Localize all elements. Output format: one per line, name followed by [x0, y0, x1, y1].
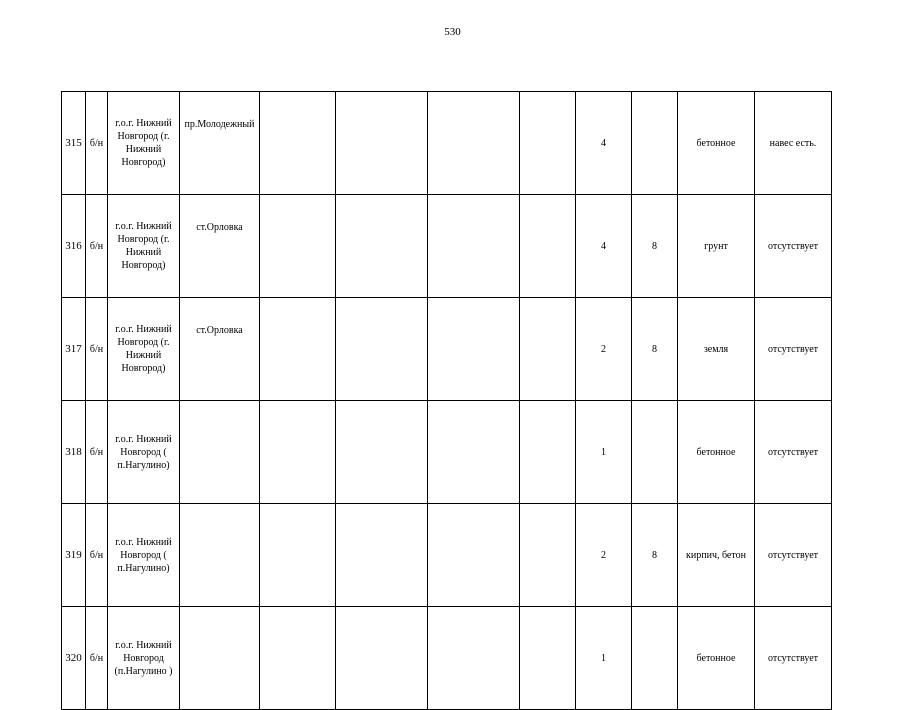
- cell-empty: [260, 607, 336, 710]
- cell-empty: [260, 92, 336, 195]
- cell-shelter: отсутствует: [755, 401, 832, 504]
- cell-area: 8: [632, 504, 678, 607]
- cell-street: [180, 401, 260, 504]
- cell-number: 318: [62, 401, 86, 504]
- page-number: 530: [444, 26, 461, 38]
- cell-surface: бетонное: [678, 92, 755, 195]
- cell-registry: б/н: [86, 607, 108, 710]
- cell-registry: б/н: [86, 401, 108, 504]
- cell-empty: [520, 92, 576, 195]
- cell-shelter: навес есть.: [755, 92, 832, 195]
- cell-empty: [520, 607, 576, 710]
- registry-table: [61, 91, 832, 710]
- cell-empty: [428, 92, 520, 195]
- table-row: [62, 92, 832, 195]
- cell-surface: земля: [678, 298, 755, 401]
- cell-shelter: отсутствует: [755, 504, 832, 607]
- cell-shelter: отсутствует: [755, 607, 832, 710]
- cell-locality: г.о.г. Нижний Новгород (г. Нижний Новгород): [108, 92, 180, 195]
- cell-empty: [336, 92, 428, 195]
- cell-empty: [520, 298, 576, 401]
- cell-street: ст.Орловка: [180, 298, 260, 401]
- cell-empty: [336, 401, 428, 504]
- cell-empty: [336, 607, 428, 710]
- cell-registry: б/н: [86, 195, 108, 298]
- cell-street: ст.Орловка: [180, 195, 260, 298]
- cell-area: [632, 92, 678, 195]
- cell-empty: [520, 195, 576, 298]
- cell-registry: б/н: [86, 298, 108, 401]
- cell-locality: г.о.г. Нижний Новгород (п.Нагулино ): [108, 607, 180, 710]
- cell-count: 1: [576, 401, 632, 504]
- table-row: [62, 607, 832, 710]
- cell-count: 4: [576, 92, 632, 195]
- table-row: [62, 298, 832, 401]
- cell-count: 4: [576, 195, 632, 298]
- cell-street: пр.Молодежный: [180, 92, 260, 195]
- cell-empty: [520, 401, 576, 504]
- cell-empty: [260, 195, 336, 298]
- cell-count: 2: [576, 298, 632, 401]
- cell-empty: [336, 298, 428, 401]
- cell-empty: [428, 401, 520, 504]
- cell-empty: [520, 504, 576, 607]
- cell-area: [632, 607, 678, 710]
- cell-locality: г.о.г. Нижний Новгород (г. Нижний Новгород): [108, 195, 180, 298]
- table-row: [62, 504, 832, 607]
- cell-street: [180, 504, 260, 607]
- cell-empty: [336, 504, 428, 607]
- cell-count: 1: [576, 607, 632, 710]
- cell-shelter: отсутствует: [755, 298, 832, 401]
- cell-locality: г.о.г. Нижний Новгород (г. Нижний Новгород): [108, 298, 180, 401]
- cell-surface: грунт: [678, 195, 755, 298]
- cell-street: [180, 607, 260, 710]
- cell-number: 319: [62, 504, 86, 607]
- cell-area: 8: [632, 298, 678, 401]
- cell-number: 316: [62, 195, 86, 298]
- cell-area: 8: [632, 195, 678, 298]
- cell-locality: г.о.г. Нижний Новгород ( п.Нагулино): [108, 401, 180, 504]
- cell-surface: бетонное: [678, 607, 755, 710]
- cell-shelter: отсутствует: [755, 195, 832, 298]
- cell-empty: [428, 195, 520, 298]
- cell-empty: [428, 607, 520, 710]
- cell-registry: б/н: [86, 504, 108, 607]
- cell-empty: [260, 298, 336, 401]
- cell-empty: [428, 504, 520, 607]
- cell-empty: [260, 504, 336, 607]
- cell-empty: [428, 298, 520, 401]
- table-row: [62, 195, 832, 298]
- cell-locality: г.о.г. Нижний Новгород ( п.Нагулино): [108, 504, 180, 607]
- cell-area: [632, 401, 678, 504]
- table-row: [62, 401, 832, 504]
- cell-empty: [260, 401, 336, 504]
- cell-number: 315: [62, 92, 86, 195]
- cell-number: 320: [62, 607, 86, 710]
- cell-count: 2: [576, 504, 632, 607]
- cell-surface: бетонное: [678, 401, 755, 504]
- cell-registry: б/н: [86, 92, 108, 195]
- cell-empty: [336, 195, 428, 298]
- cell-number: 317: [62, 298, 86, 401]
- cell-surface: кирпич, бетон: [678, 504, 755, 607]
